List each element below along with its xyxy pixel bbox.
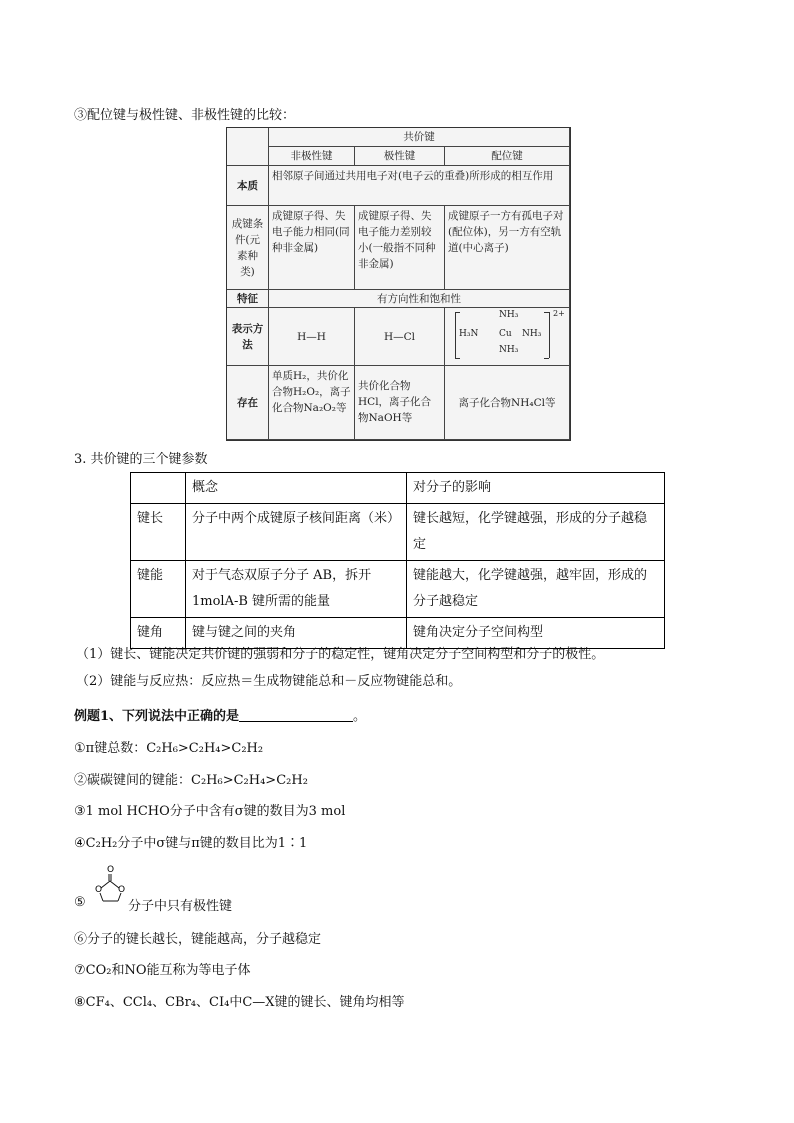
comparison-intro: ③配位键与极性键、非极性键的比较： <box>74 108 296 123</box>
ligand-right: NH₃ <box>522 329 542 339</box>
example-item-2: ②碳碳键间的键能：C₂H₆>C₂H₄>C₂H₂ <box>74 773 308 788</box>
ligand-top: NH₃ <box>499 310 519 320</box>
param-effect: 键能越大，化学键越强，越牢固，形成的分子越稳定 <box>407 561 665 618</box>
bracket-left <box>455 312 457 358</box>
ethylene-carbonate-structure <box>92 862 128 906</box>
row-label-condition: 成键条件(元素种类) <box>227 206 269 290</box>
condition-polar: 成键原子得、失电子能力差别较小(一般指不同种非金属) <box>355 206 445 290</box>
example-title: 例题1、下列说法中正确的是 。 <box>74 709 367 724</box>
note-2: （2）键能与反应热：反应热＝生成物键能总和－反应物键能总和。 <box>76 674 462 689</box>
example-item-6: ⑥分子的键长越长，键能越高，分子越稳定 <box>74 932 322 947</box>
example-item-5-text: 分子中只有极性键 <box>128 899 233 914</box>
table-row <box>131 473 665 504</box>
note-1: （1）键长、键能决定共价键的强弱和分子的稳定性，键角决定分子空间构型和分子的极性。 <box>76 647 605 662</box>
example-item-5-number: ⑤ <box>74 895 86 910</box>
row-label-representation: 表示方法 <box>227 308 269 366</box>
header-coordinate: 配位键 <box>445 147 570 166</box>
header-polar: 极性键 <box>355 147 445 166</box>
row-label-feature: 特征 <box>227 290 269 308</box>
essence-text: 相邻原子间通过共用电子对(电子云的重叠)所形成的相互作用 <box>269 166 570 206</box>
complex-charge: 2+ <box>553 309 565 318</box>
section3-title: 3. 共价键的三个键参数 <box>74 452 208 467</box>
param-concept: 分子中两个成键原子核间距离（米） <box>186 504 407 561</box>
example-item-1: ①π键总数：C₂H₆>C₂H₄>C₂H₂ <box>74 741 264 756</box>
repr-polar: H—Cl <box>355 308 445 366</box>
carbonyl-oxygen-label: O <box>107 865 115 875</box>
header-nonpolar: 非极性键 <box>269 147 355 166</box>
bond-comparison-table <box>226 127 571 441</box>
existence-polar: 共价化合物HCl，离子化合物NaOH等 <box>355 366 445 440</box>
param-effect: 键长越短，化学键越强，形成的分子越稳定 <box>407 504 665 561</box>
example-item-7: ⑦CO₂和NO能互称为等电子体 <box>74 963 251 978</box>
header-concept: 概念 <box>186 473 407 504</box>
table-row <box>131 561 665 618</box>
ligand-left: H₃N <box>459 329 479 339</box>
header-effect: 对分子的影响 <box>407 473 665 504</box>
repr-nonpolar: H—H <box>269 308 355 366</box>
param-name: 键长 <box>131 504 186 561</box>
param-name: 键角 <box>131 618 186 649</box>
example-item-8: ⑧CF₄、CCl₄、CBr₄、CI₄中C—X键的键长、键角均相等 <box>74 995 405 1010</box>
condition-nonpolar: 成键原子得、失电子能力相同(同种非金属) <box>269 206 355 290</box>
ring-oxygen-right-label: O <box>118 885 126 895</box>
bracket-right <box>549 312 551 358</box>
param-name: 键能 <box>131 561 186 618</box>
central-ion: Cu <box>499 329 512 339</box>
param-concept: 键与键之间的夹角 <box>186 618 407 649</box>
ligand-bottom: NH₃ <box>499 345 519 355</box>
feature-text: 有方向性和饱和性 <box>269 290 570 308</box>
existence-nonpolar: 单质H₂，共价化合物H₂O₂，离子化合物Na₂O₂等 <box>269 366 355 440</box>
row-label-essence: 本质 <box>227 166 269 206</box>
bond-parameters-table <box>130 472 665 649</box>
example-item-4: ④C₂H₂分子中σ键与π键的数目比为1∶1 <box>74 836 308 851</box>
answer-blank <box>239 707 353 722</box>
param-concept: 对于气态双原子分子 AB，拆开1molA-B 键所需的能量 <box>186 561 407 618</box>
repr-coordinate <box>445 308 570 366</box>
existence-coordinate: 离子化合物NH₄Cl等 <box>445 366 570 440</box>
header-covalent: 共价键 <box>269 128 570 147</box>
condition-coordinate: 成键原子一方有孤电子对(配位体)，另一方有空轨道(中心离子) <box>445 206 570 290</box>
row-label-existence: 存在 <box>227 366 269 440</box>
example-item-3: ③1 mol HCHO分子中含有σ键的数目为3 mol <box>74 804 346 819</box>
table-row <box>131 504 665 561</box>
ring-oxygen-left-label: O <box>95 885 103 895</box>
param-effect: 键角决定分子空间构型 <box>407 618 665 649</box>
